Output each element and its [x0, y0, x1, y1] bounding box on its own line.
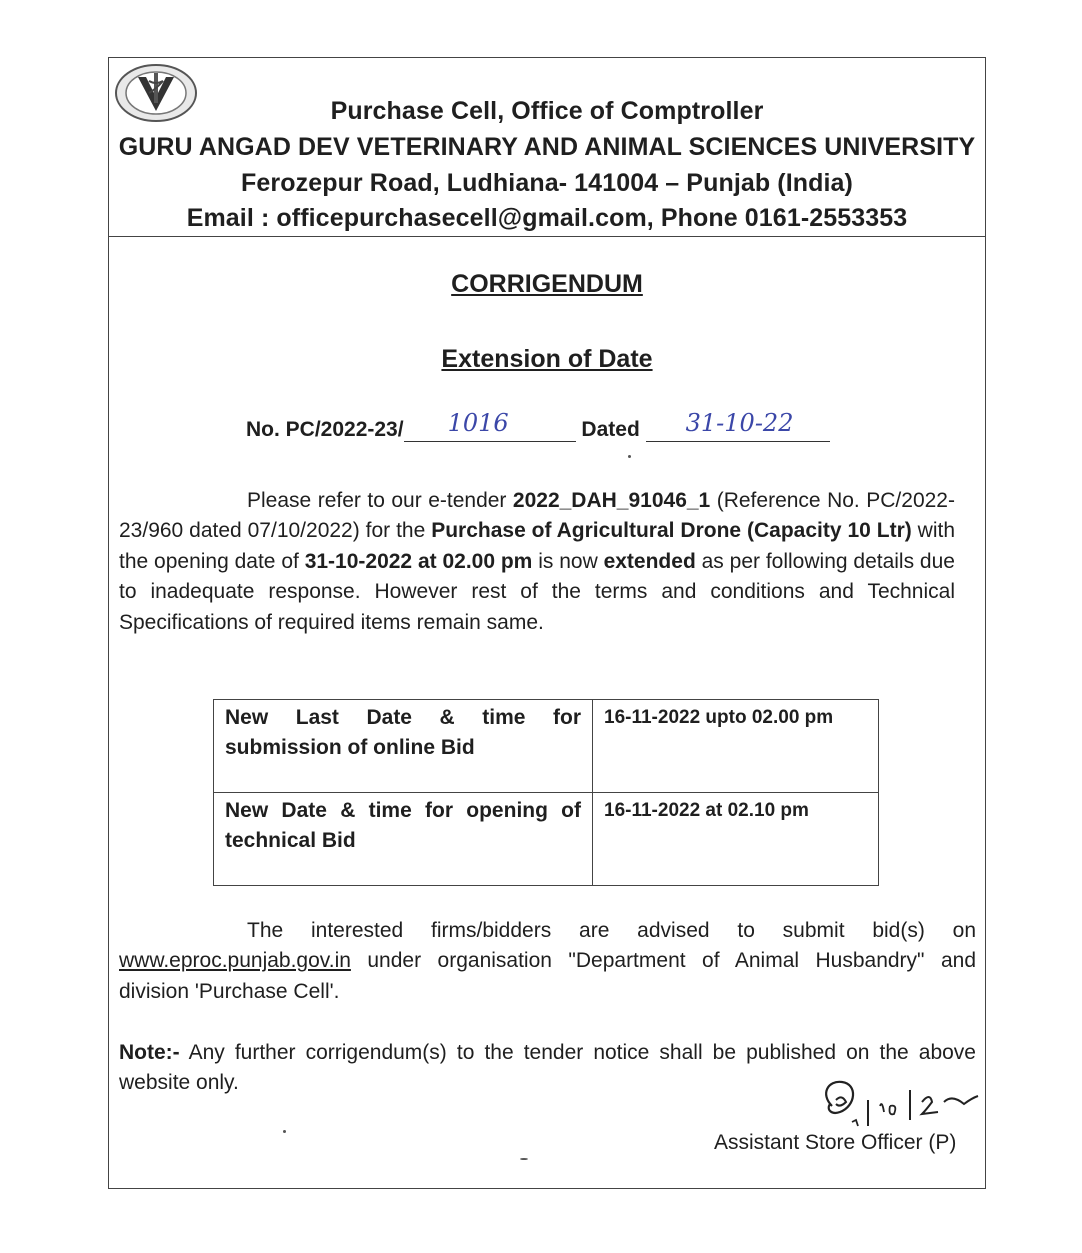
address: Ferozepur Road, Ludhiana- 141004 – Punjab (India) — [241, 169, 853, 197]
p2-text-1: The interested firms/bidders are advised to submit bid(s) on — [247, 919, 976, 942]
p1-text-3: with the opening date of — [119, 519, 956, 573]
handwritten-signature — [818, 1076, 988, 1128]
note-text: Any further corrigendum(s) to the tender notice shall be published on the above website only. — [119, 1041, 976, 1095]
extended-word: extended — [603, 549, 696, 573]
item-name: Purchase of Agricultural Drone (Capacity 10 Ltr) — [431, 519, 912, 543]
bidder-instruction — [119, 916, 976, 1007]
extension-title: Extension of Date — [441, 345, 653, 373]
office-name: Purchase Cell, Office of Comptroller — [330, 97, 764, 125]
dated-label: Dated — [581, 418, 640, 441]
opening-date: 16-11-2022 at 02.10 pm — [593, 793, 879, 886]
scan-speck — [283, 1130, 286, 1133]
p1-text-1: Please refer to our e-tender — [247, 489, 513, 512]
scan-speck — [520, 1158, 528, 1160]
p1-text-4: is now — [532, 549, 604, 573]
note-label: Note:- — [119, 1041, 180, 1064]
header-divider — [108, 236, 986, 237]
p2-text-2: under organisation "Department of Animal Husbandry" and division 'Purchase Cell'. — [119, 949, 976, 1003]
date-blank — [646, 409, 830, 442]
table-row — [214, 700, 879, 793]
eproc-website-link[interactable]: www.eproc.punjab.gov.in — [119, 949, 351, 973]
scan-speck — [628, 455, 631, 458]
university-name: GURU ANGAD DEV VETERINARY AND ANIMAL SCIENCES UNIVERSITY — [118, 133, 976, 161]
handwritten-date: 31-10-22 — [685, 409, 794, 437]
tender-id: 2022_DAH_91046_1 — [512, 489, 711, 512]
tender-paragraph — [119, 486, 955, 638]
corrigendum-title: CORRIGENDUM — [451, 270, 643, 298]
handwritten-number: 1016 — [447, 409, 509, 437]
signatory-title: Assistant Store Officer (P) — [714, 1131, 957, 1154]
table-row — [214, 793, 879, 886]
submission-date: 16-11-2022 upto 02.00 pm — [593, 700, 879, 793]
contact-line: Email : officepurchasecell@gmail.com, Phone 0161-2553353 — [186, 204, 908, 232]
schedule-table — [213, 699, 879, 886]
p1-text-2: (Reference No. PC/2022-23/960 dated 07/10/2022) for the — [119, 489, 955, 543]
submission-label: New Last Date & time for submission of online Bid — [214, 700, 593, 793]
reference-number-label: No. PC/2022-23/ — [246, 418, 404, 441]
reference-number-blank — [404, 409, 576, 442]
opening-label: New Date & time for opening of technical Bid — [214, 793, 593, 886]
reference-line — [246, 409, 830, 442]
p1-text-5: as per following details due to inadequate response. However rest of the terms and conditions and Technical Specifications of required items remain same. — [119, 549, 955, 634]
original-opening-date: 31-10-2022 at 02.00 pm — [304, 549, 533, 573]
